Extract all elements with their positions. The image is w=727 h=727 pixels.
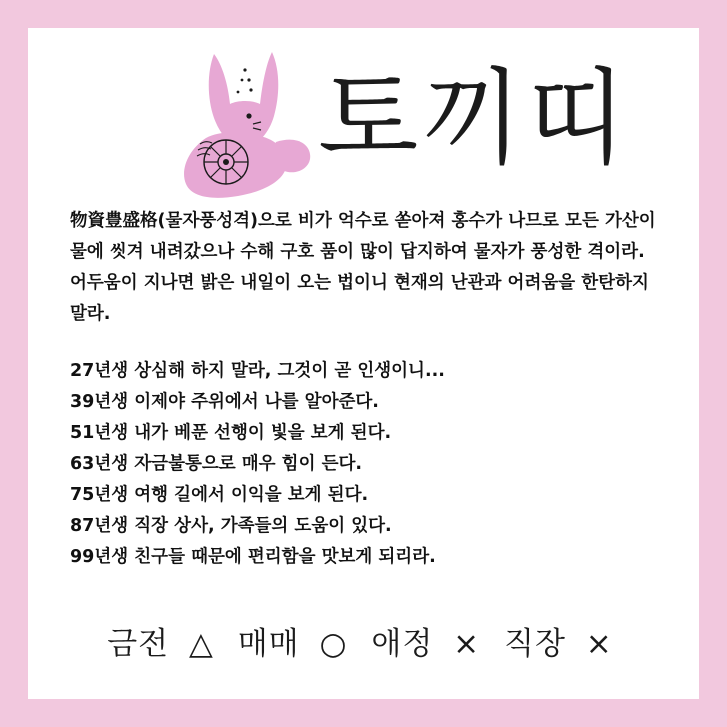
list-item: 99년생 친구들 때문에 편리함을 맛보게 되리라. <box>70 547 436 567</box>
summary-label-trade: 매매 <box>237 626 300 662</box>
rabbit-illustration-icon <box>176 46 316 201</box>
summary-mark-trade: ○ <box>319 626 348 662</box>
summary-mark-work: × <box>585 626 613 662</box>
list-item: 63년생 자금불통으로 매우 힘이 든다. <box>70 454 363 474</box>
summary-mark-money: △ <box>189 626 214 662</box>
birth-year-list <box>70 356 665 573</box>
fortune-card <box>28 28 699 699</box>
fortune-body <box>70 206 665 573</box>
list-item: 87년생 직장 상사, 가족들의 도움이 있다. <box>70 516 392 536</box>
summary-mark-love: × <box>453 626 481 662</box>
card-header <box>28 28 699 198</box>
page-title: 토끼띠 <box>318 57 632 179</box>
fortune-paragraph: 物資豊盛格(물자풍성격)으로 비가 억수로 쏟아져 홍수가 나므로 모든 가산이 물에 씻겨 내려갔으나 수해 구호 품이 많이 답지하여 물자가 풍성한 격이라. 어두움이 지나면 밝은 내일이 오는 법이니 현재의 난관과 어려움을 한탄하지 말라. <box>70 211 656 324</box>
list-item: 27년생 상심해 하지 말라, 그것이 곧 인생이니... <box>70 361 445 381</box>
list-item: 39년생 이제야 주위에서 나를 알아준다. <box>70 392 379 412</box>
summary-label-money: 금전 <box>107 626 170 662</box>
fortune-summary-row <box>28 618 699 663</box>
list-item: 75년생 여행 길에서 이익을 보게 된다. <box>70 485 369 505</box>
summary-label-love: 애정 <box>371 626 434 662</box>
summary-label-work: 직장 <box>504 626 566 662</box>
list-item: 51년생 내가 베푼 선행이 빛을 보게 된다. <box>70 423 392 443</box>
